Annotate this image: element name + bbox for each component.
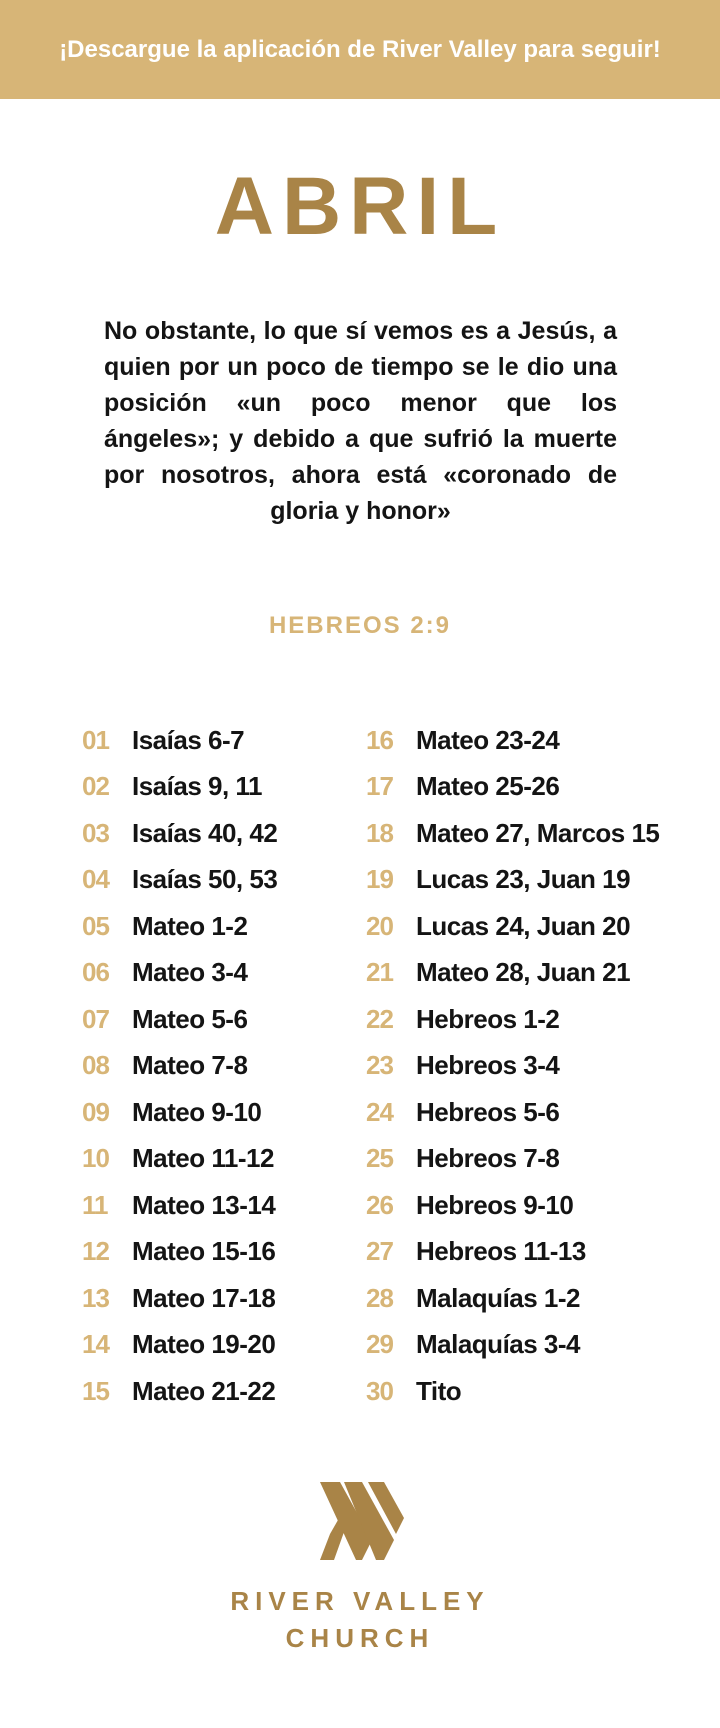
reading-passage: Mateo 21-22 bbox=[132, 1375, 276, 1406]
reading-day: 19 bbox=[366, 864, 393, 895]
reading-passage: Mateo 23-24 bbox=[416, 724, 560, 755]
verse-reference: HEBREOS 2:9 bbox=[268, 612, 452, 639]
reading-day: 01 bbox=[82, 724, 109, 755]
reading-row bbox=[366, 764, 706, 811]
reading-row bbox=[82, 1136, 352, 1183]
reading-passage: Mateo 7-8 bbox=[132, 1050, 248, 1081]
reading-day: 14 bbox=[82, 1329, 109, 1360]
reading-row bbox=[82, 1275, 352, 1322]
reading-passage: Isaías 6-7 bbox=[132, 724, 245, 755]
reading-passage: Hebreos 3-4 bbox=[416, 1050, 560, 1081]
readings-column-left bbox=[82, 717, 352, 1415]
reading-day: 08 bbox=[82, 1050, 109, 1081]
reading-row bbox=[82, 1229, 352, 1276]
reading-row bbox=[82, 857, 352, 904]
reading-row bbox=[366, 903, 706, 950]
reading-row bbox=[366, 1322, 706, 1369]
reading-passage: Mateo 17-18 bbox=[132, 1282, 276, 1313]
reading-day: 22 bbox=[366, 1003, 393, 1034]
reading-row bbox=[366, 950, 706, 997]
reading-row bbox=[366, 1229, 706, 1276]
reading-day: 23 bbox=[366, 1050, 393, 1081]
reading-row bbox=[366, 996, 706, 1043]
reading-day: 15 bbox=[82, 1375, 109, 1406]
reading-passage: Hebreos 9-10 bbox=[416, 1189, 574, 1220]
reading-day: 27 bbox=[366, 1236, 393, 1267]
reading-day: 16 bbox=[366, 724, 393, 755]
reading-row bbox=[366, 1043, 706, 1090]
reading-day: 21 bbox=[366, 957, 393, 988]
reading-day: 20 bbox=[366, 910, 393, 941]
reading-row bbox=[366, 1089, 706, 1136]
reading-day: 13 bbox=[82, 1282, 109, 1313]
reading-day: 11 bbox=[82, 1189, 108, 1220]
reading-passage: Mateo 11-12 bbox=[132, 1143, 274, 1174]
reading-day: 12 bbox=[82, 1236, 109, 1267]
reading-day: 30 bbox=[366, 1375, 393, 1406]
reading-row bbox=[82, 717, 352, 764]
reading-passage: Isaías 40, 42 bbox=[132, 817, 278, 848]
reading-passage: Mateo 3-4 bbox=[132, 957, 248, 988]
reading-day: 07 bbox=[82, 1003, 109, 1034]
reading-passage: Tito bbox=[416, 1375, 462, 1406]
reading-day: 17 bbox=[366, 771, 393, 802]
reading-passage: Mateo 5-6 bbox=[132, 1003, 248, 1034]
month-title: ABRIL bbox=[214, 161, 506, 252]
reading-passage: Hebreos 7-8 bbox=[416, 1143, 560, 1174]
church-name-line-2: CHURCH bbox=[285, 1623, 435, 1653]
reading-passage: Mateo 27, Marcos 15 bbox=[416, 817, 660, 848]
reading-day: 06 bbox=[82, 957, 109, 988]
banner-text: ¡Descargue la aplicación de River Valley para seguir! bbox=[59, 35, 661, 63]
reading-row bbox=[82, 1182, 352, 1229]
reading-passage: Mateo 13-14 bbox=[132, 1189, 276, 1220]
reading-row bbox=[82, 1368, 352, 1415]
reading-passage: Isaías 50, 53 bbox=[132, 864, 278, 895]
reading-passage: Mateo 15-16 bbox=[132, 1236, 276, 1267]
reading-passage: Hebreos 5-6 bbox=[416, 1096, 560, 1127]
reading-row bbox=[366, 810, 706, 857]
reading-row bbox=[366, 717, 706, 764]
reading-row bbox=[82, 1089, 352, 1136]
reading-day: 26 bbox=[366, 1189, 393, 1220]
reading-passage: Hebreos 1-2 bbox=[416, 1003, 560, 1034]
reading-day: 18 bbox=[366, 817, 393, 848]
reading-row bbox=[82, 1043, 352, 1090]
reading-day: 24 bbox=[366, 1096, 393, 1127]
reading-passage: Lucas 23, Juan 19 bbox=[416, 864, 631, 895]
reading-day: 28 bbox=[366, 1282, 393, 1313]
reading-day: 02 bbox=[82, 771, 109, 802]
readings-column-right bbox=[366, 717, 706, 1415]
reading-row bbox=[82, 996, 352, 1043]
reading-passage: Mateo 28, Juan 21 bbox=[416, 957, 631, 988]
reading-row bbox=[82, 903, 352, 950]
reading-day: 25 bbox=[366, 1143, 393, 1174]
reading-passage: Mateo 19-20 bbox=[132, 1329, 276, 1360]
reading-day: 03 bbox=[82, 817, 109, 848]
verse-text: No obstante, lo que sí vemos es a Jesús, a quien por un poco de tiempo se le dio una posición «un poco menor que los ángeles»; y debido a que sufrió la muerte por nosotros, ahora está «coronado de gloria y honor» bbox=[104, 317, 617, 525]
river-valley-logo-icon bbox=[318, 1482, 404, 1560]
reading-row bbox=[366, 857, 706, 904]
reading-passage: Mateo 25-26 bbox=[416, 771, 560, 802]
reading-passage: Isaías 9, 11 bbox=[132, 771, 262, 802]
reading-row bbox=[366, 1275, 706, 1322]
reading-row bbox=[82, 950, 352, 997]
reading-day: 29 bbox=[366, 1329, 393, 1360]
reading-row bbox=[366, 1182, 706, 1229]
reading-passage: Mateo 1-2 bbox=[132, 910, 248, 941]
church-name-line-1: RIVER VALLEY bbox=[230, 1586, 490, 1616]
reading-day: 10 bbox=[82, 1143, 109, 1174]
reading-passage: Malaquías 1-2 bbox=[416, 1282, 581, 1313]
download-app-banner[interactable] bbox=[0, 0, 720, 99]
reading-passage: Lucas 24, Juan 20 bbox=[416, 910, 631, 941]
reading-row bbox=[366, 1136, 706, 1183]
reading-passage: Malaquías 3-4 bbox=[416, 1329, 581, 1360]
reading-row bbox=[82, 764, 352, 811]
reading-row bbox=[82, 1322, 352, 1369]
reading-row bbox=[82, 810, 352, 857]
reading-day: 05 bbox=[82, 910, 109, 941]
reading-day: 04 bbox=[82, 864, 109, 895]
reading-passage: Mateo 9-10 bbox=[132, 1096, 262, 1127]
reading-passage: Hebreos 11-13 bbox=[416, 1236, 586, 1267]
reading-day: 09 bbox=[82, 1096, 109, 1127]
reading-row bbox=[366, 1368, 706, 1415]
